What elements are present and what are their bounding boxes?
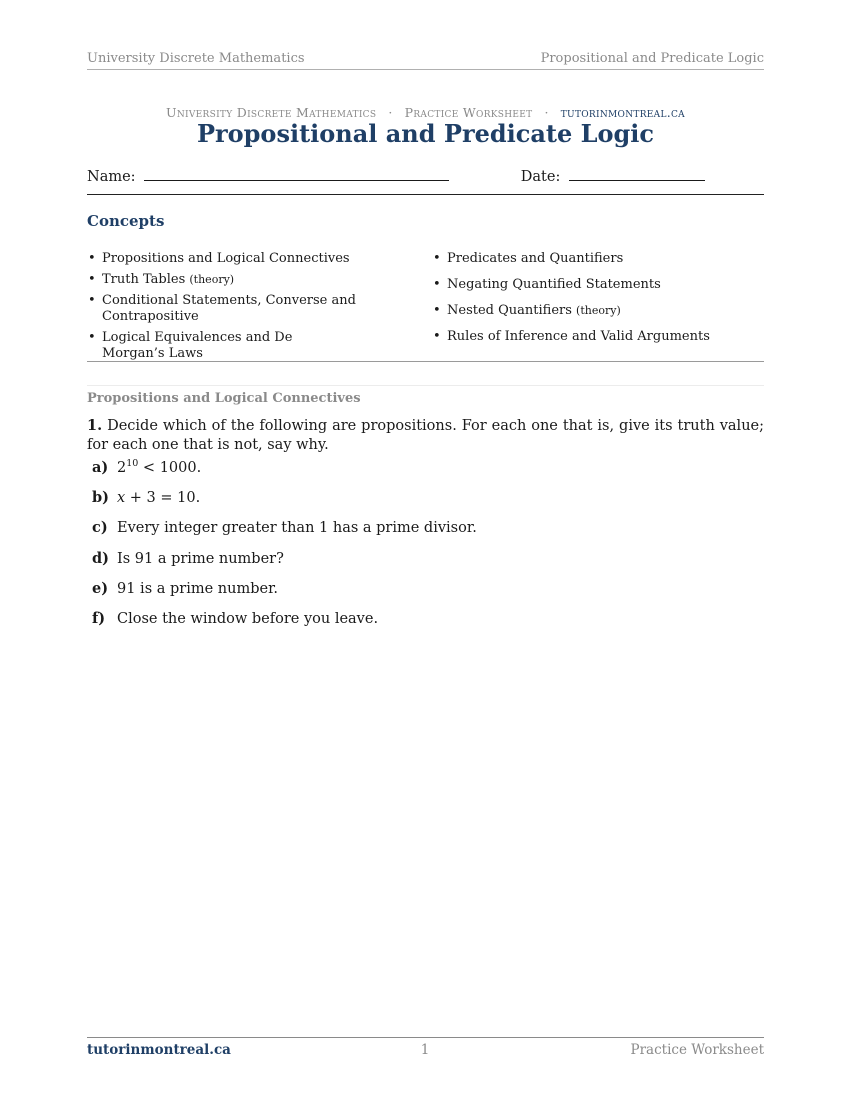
name-label: Name:: [87, 169, 136, 185]
concepts-heading: Concepts: [87, 212, 165, 230]
concepts-left-list: [87, 251, 357, 362]
date-field[interactable]: [569, 166, 705, 181]
page-number: 1: [420, 1042, 430, 1058]
question-text: Decide which of the following are propositions. For each one that is, give its truth value; for each one that is not, say why.: [87, 418, 765, 453]
question-part-b: b) x + 3 = 10.: [92, 489, 201, 506]
question-number: 1.: [87, 417, 103, 434]
concepts-right-list: [432, 251, 762, 345]
name-date-row: [87, 166, 764, 186]
running-header-right: Propositional and Predicate Logic: [540, 51, 764, 66]
question-part-f: f) Close the window before you leave.: [92, 610, 379, 627]
name-field[interactable]: [144, 166, 449, 181]
section-heading: Propositions and Logical Connectives: [87, 391, 361, 406]
concept-item: • Rules of Inference and Valid Arguments: [432, 329, 762, 345]
concept-item: • Predicates and Quantifiers: [432, 251, 762, 267]
header-divider: [87, 194, 764, 195]
question-1-prompt: [87, 416, 764, 455]
question-part-c: c) Every integer greater than 1 has a prime divisor.: [92, 519, 477, 536]
concept-item: • Nested Quantifiers (theory): [432, 303, 762, 319]
concept-item: • Truth Tables (theory): [87, 272, 357, 288]
running-header: [87, 51, 764, 70]
banner-site: tutorinmontreal.ca: [560, 105, 685, 120]
banner-type: Practice Worksheet: [404, 105, 533, 120]
page-title: Propositional and Predicate Logic: [196, 119, 655, 148]
question-part-a: a) $2^{10} < 1000$.: [92, 458, 202, 476]
footer-rule: [87, 1037, 764, 1038]
concept-item: • Logical Equivalences and De Morgan’s Laws: [87, 330, 357, 362]
section-top-rule: [87, 385, 764, 386]
concept-item: • Propositions and Logical Connectives: [87, 251, 357, 267]
running-header-left: University Discrete Mathematics: [87, 51, 305, 66]
footer-site-link[interactable]: tutorinmontreal.ca: [87, 1042, 231, 1058]
question-part-e: e) 91 is a prime number.: [92, 580, 279, 597]
worksheet-banner: [87, 105, 764, 120]
concept-item: • Conditional Statements, Converse and Contrapositive: [87, 293, 357, 325]
footer-doc-type: Practice Worksheet: [630, 1042, 764, 1058]
banner-separator: ·: [544, 105, 549, 120]
concept-item: • Negating Quantified Statements: [432, 277, 762, 293]
concepts-divider: [87, 361, 764, 362]
banner-course: University Discrete Mathematics: [166, 105, 377, 120]
banner-separator: ·: [388, 105, 393, 120]
date-label: Date:: [520, 169, 561, 185]
question-part-d: d) Is 91 a prime number?: [92, 550, 284, 567]
